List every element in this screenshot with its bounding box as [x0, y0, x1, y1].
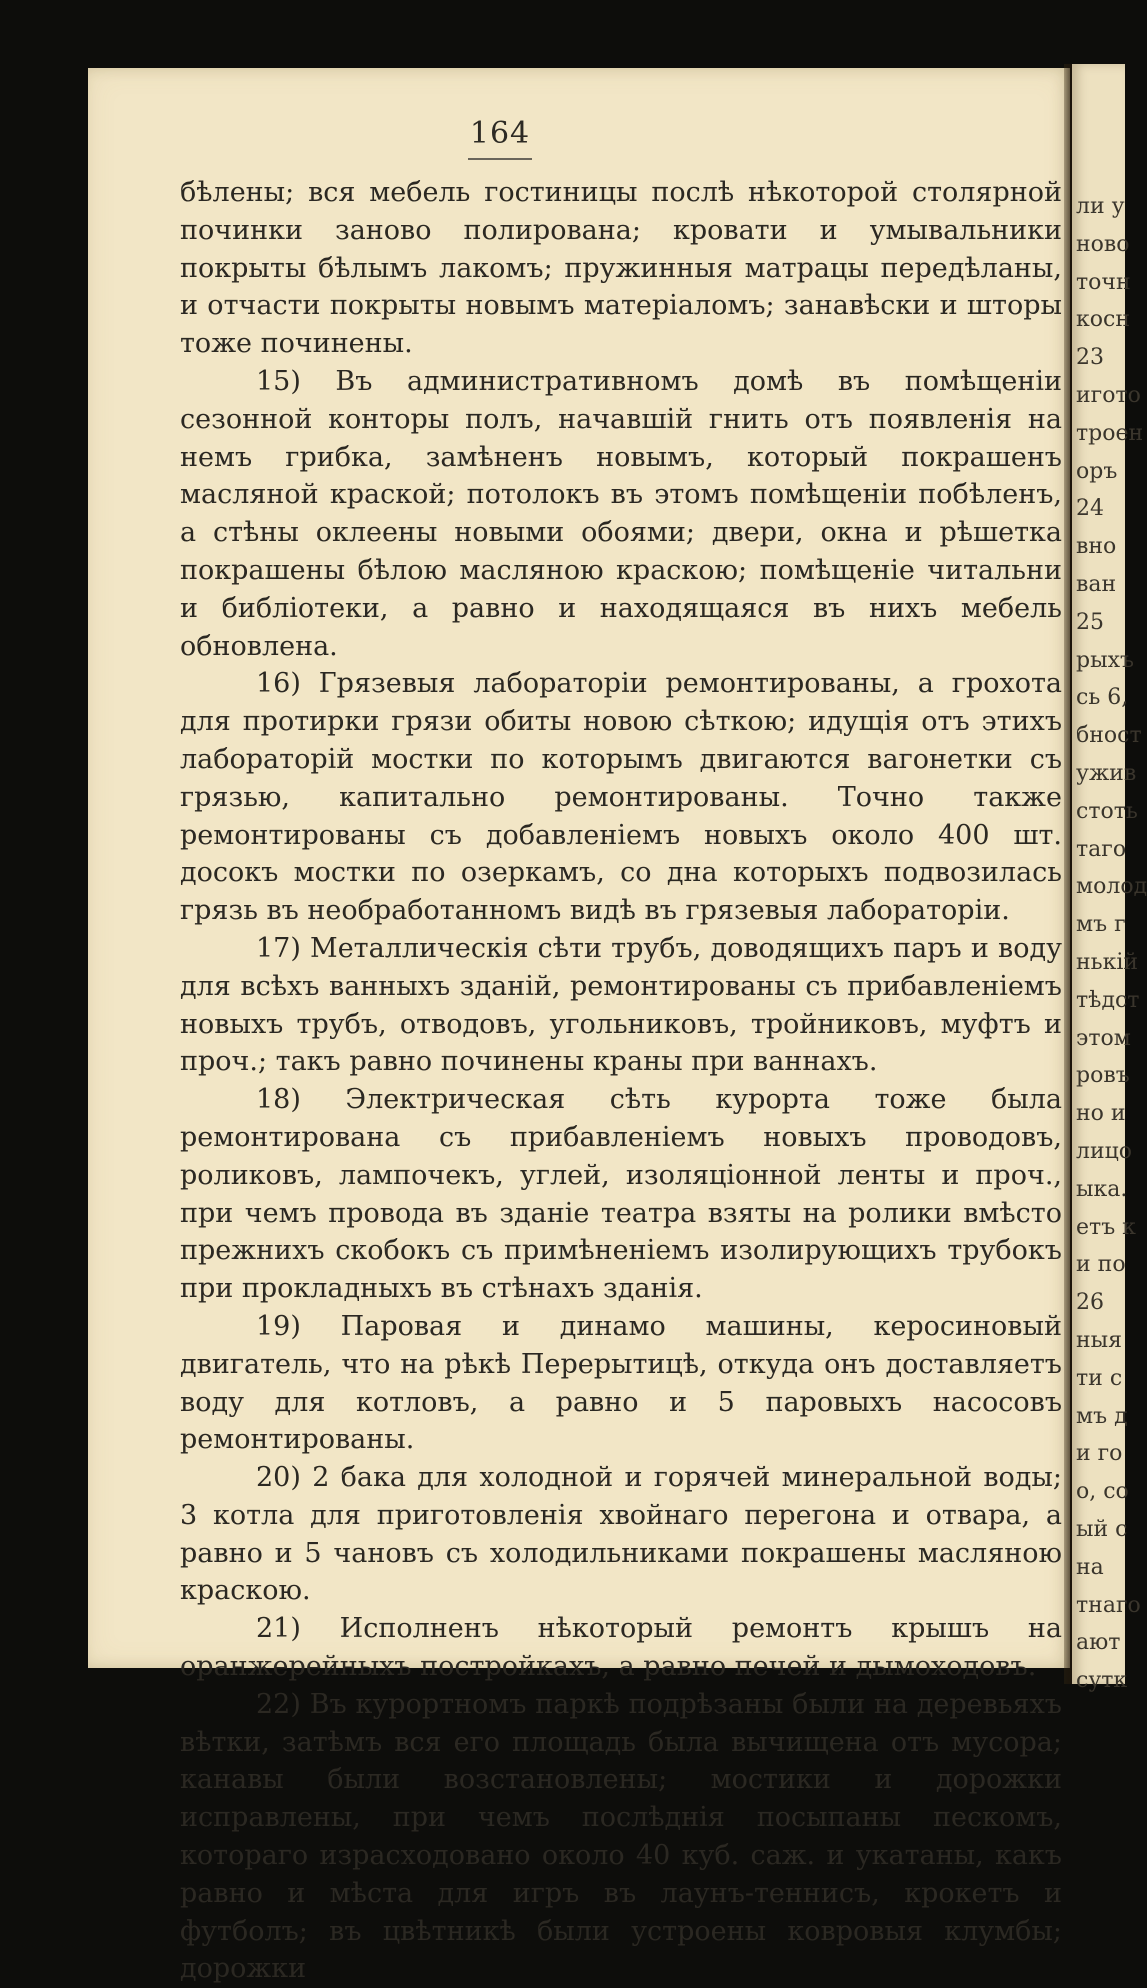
next-page-fragment: сь 6,: [1076, 685, 1129, 711]
next-page-fragment: вно: [1076, 534, 1117, 560]
next-page-edge: [1072, 64, 1147, 1694]
next-page-fragment: ново: [1076, 231, 1130, 257]
next-page-fragment: оръ: [1076, 458, 1118, 484]
paragraph-item-19: 19) Паровая и динамо машины, керосиновый двигатель, что на рѣкѣ Перерытицѣ, откуда онъ доставляетъ воду для котловъ, а равно и 5 паровыхъ насосовъ ремонтированы.: [180, 1310, 1062, 1456]
next-page-fragment: и по: [1076, 1252, 1126, 1278]
paragraph-item-20: 20) 2 бака для холодной и горячей минеральной воды; 3 котла для приготовленія хвойнаго перегона и отвара, а равно и 5 чановъ съ холодильниками покрашены масляною краскою.: [180, 1462, 1062, 1607]
paragraph-item-16: 16) Грязевыя лабораторіи ремонтированы, а грохота для протирки грязи обиты новою сѣткою; идущія отъ этихъ лабораторій мостки по которымъ двигаются вагонетки съ грязью, капитально ремонтированы. Точно также ремонтированы съ добавленіемъ новыхъ около 400 шт. досокъ мостки по озеркамъ, со дна которыхъ подвозилась грязь въ необработанномъ видѣ въ грязевыя лабораторіи.: [180, 668, 1062, 927]
paragraph-continuation: бѣлены; вся мебель гостиницы послѣ нѣкоторой столярной починки заново полирована; кровати и умывальники покрыты бѣлымъ лакомъ; пружинныя матрацы передѣланы, и отчасти покрыты новымъ матеріаломъ; занавѣски и шторы тоже починены.: [180, 177, 1062, 360]
body-text: [180, 174, 1062, 1985]
next-page-fragment: и го: [1076, 1441, 1123, 1467]
next-page-fragment: мъ д: [1076, 1403, 1128, 1429]
next-page-fragment: но и: [1076, 1101, 1126, 1127]
next-page-fragment: ван: [1076, 572, 1117, 597]
paragraph-item-18: 18) Электрическая сѣть курорта тоже была ремонтирована съ прибавленіемъ новыхъ проводовъ, роликовъ, лампочекъ, углей, изоляціонной ленты и проч., при чемъ провода въ зданіе театра взяты на ролики вмѣсто прежнихъ скобокъ съ примѣненіемъ изолирующихъ трубокъ при прокладныхъ въ стѣнахъ зданія.: [180, 1084, 1062, 1305]
next-page-fragment: мъ г: [1076, 912, 1126, 938]
paragraph-item-21: 21) Исполненъ нѣкоторый ремонтъ крышъ на оранжерейныхъ постройкахъ, а равно печей и дымоходовъ.: [180, 1613, 1062, 1683]
next-page-fragment: тнаго: [1076, 1592, 1141, 1618]
next-page-fragment: 24: [1076, 496, 1104, 522]
next-page-fragment: стоть: [1076, 798, 1138, 824]
next-page-fragment: ыка.: [1076, 1176, 1128, 1202]
next-page-fragment: ровъ: [1076, 1063, 1130, 1089]
next-page-fragment: 26: [1076, 1290, 1104, 1316]
next-page-fragment: етъ к: [1076, 1214, 1136, 1240]
next-page-fragment: нькій: [1076, 950, 1139, 975]
next-page-fragment: рыхъ: [1076, 647, 1134, 673]
next-page-fragment: о, со: [1076, 1479, 1129, 1505]
next-page-fragment: сутк: [1076, 1668, 1128, 1694]
paragraph-item-22: 22) Въ курортномъ паркѣ подрѣзаны были на деревьяхъ вѣтки, затѣмъ вся его площадь была вычищена отъ мусора; канавы были возстановлены; мостики и дорожки исправлены, при чемъ послѣднія посыпаны пескомъ, котораго израсходовано около 40 куб. саж. и укатаны, какъ равно и мѣста для игръ въ лаунъ-теннисъ, крокетъ и футболъ; въ цвѣтникѣ были устроены ковровыя клумбы; дорожки: [180, 1688, 1062, 1985]
next-page-fragment: косн: [1076, 307, 1130, 333]
next-page-fragment: 25: [1076, 609, 1104, 635]
next-page-fragment: молод: [1076, 874, 1147, 900]
next-page-fragment: игото: [1076, 383, 1141, 408]
next-page-fragment: троен: [1076, 420, 1144, 446]
next-page-fragment: ают: [1076, 1630, 1121, 1656]
paragraph-item-15: 15) Въ административномъ домѣ въ помѣщеніи сезонной конторы полъ, начавшій гнить отъ появленія на немъ грибка, замѣненъ новымъ, который покрашенъ масляной краской; потолокъ въ этомъ помѣщеніи побѣленъ, а стѣны оклеены новыми обоями; двери, окна и рѣшетка покрашены бѣлою масляною краскою; помѣщеніе читальни и библіотеки, а равно и находящаяся въ нихъ мебель обновлена.: [180, 365, 1062, 662]
next-page-fragment: лицо: [1076, 1139, 1133, 1164]
page-number: 164: [469, 116, 531, 151]
page-number-rule: [468, 158, 532, 160]
next-page-fragment: ти с: [1076, 1365, 1123, 1391]
next-page-fragment: тѣдст: [1076, 987, 1140, 1013]
next-page-fragment: ужив: [1076, 761, 1137, 786]
next-page-fragment: бност: [1076, 723, 1142, 749]
next-page-fragment: на: [1076, 1554, 1104, 1580]
next-page-fragment: таго: [1076, 836, 1127, 862]
next-page-fragment: ый с: [1076, 1517, 1128, 1542]
next-page-fragment: 23: [1076, 345, 1104, 371]
next-page-fragment: ли у: [1076, 194, 1125, 219]
next-page-fragment: точн: [1076, 269, 1131, 295]
next-page-fragment: ныя: [1076, 1328, 1123, 1353]
next-page-fragment: этом: [1076, 1025, 1131, 1051]
book-page: [88, 68, 1070, 1985]
paragraph-item-17: 17) Металлическія сѣти трубъ, доводящихъ паръ и воду для всѣхъ ванныхъ зданій, ремонтированы съ прибавленіемъ новыхъ трубъ, отводовъ, угольниковъ, тройниковъ, муфтъ и проч.; такъ равно починены краны при ваннахъ.: [180, 932, 1062, 1078]
